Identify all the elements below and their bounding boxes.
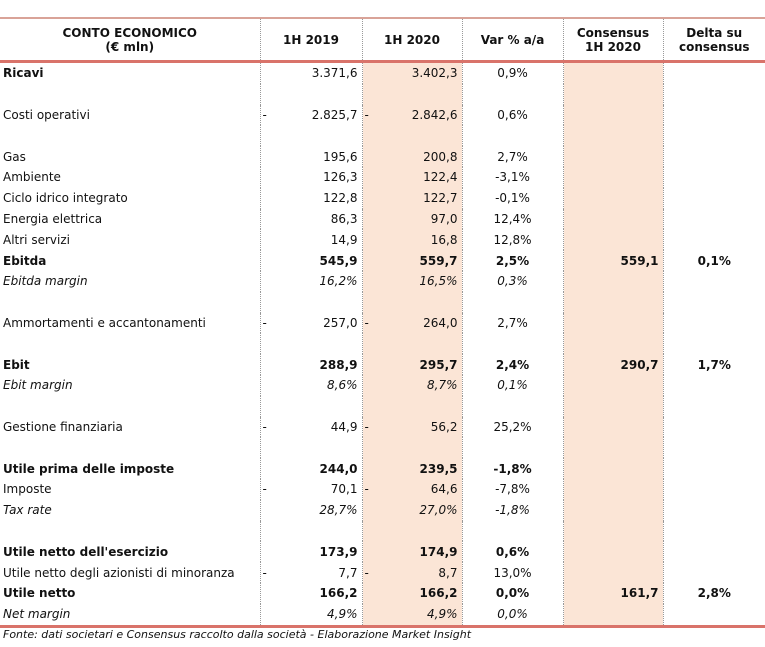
negative-sign: - (262, 482, 267, 497)
negative-sign: - (364, 419, 369, 434)
value-var-value: 25,2% (493, 419, 532, 434)
table-row (0, 250, 765, 271)
value-1h2019-value: 8,6% (327, 378, 358, 393)
value-1h2020 (362, 84, 462, 105)
value-1h2019-value: 545,9 (319, 253, 358, 268)
value-var (462, 84, 563, 105)
value-var-value: 0,9% (497, 66, 528, 81)
value-1h2020 (362, 188, 462, 209)
negative-sign: - (262, 419, 267, 434)
value-1h2019-value: 257,0 (323, 315, 358, 330)
value-delta (663, 84, 765, 105)
row-label (0, 521, 260, 542)
value-delta (663, 604, 765, 626)
row-label-value: Energia elettrica (3, 211, 103, 226)
row-label-value: Ebit (3, 357, 30, 372)
value-var-value: -7,8% (495, 482, 530, 497)
value-1h2019 (260, 437, 362, 458)
value-var-value: 0,3% (497, 274, 528, 289)
value-consensus (563, 84, 663, 105)
value-consensus (563, 417, 663, 438)
value-consensus (563, 292, 663, 313)
value-delta (663, 333, 765, 354)
row-label-value: Utile netto degli azionisti di minoranza (3, 565, 235, 580)
row-label-value: Ambiente (3, 170, 61, 185)
value-consensus (563, 458, 663, 479)
row-label (0, 188, 260, 209)
value-1h2020 (362, 541, 462, 562)
row-label-value: Ricavi (3, 66, 44, 81)
negative-sign: - (262, 565, 267, 580)
value-var (462, 521, 563, 542)
value-var-value: 2,5% (495, 253, 530, 268)
value-1h2019-value: 3.371,6 (311, 66, 358, 81)
value-var (462, 396, 563, 417)
row-label-value: Gas (3, 149, 26, 164)
value-consensus (563, 146, 663, 167)
row-label (0, 562, 260, 583)
value-1h2020-value: 27,0% (419, 503, 458, 518)
value-consensus (563, 604, 663, 626)
row-label (0, 437, 260, 458)
value-var (462, 604, 563, 626)
table-row (0, 417, 765, 438)
negative-sign: - (364, 315, 369, 330)
table-row (0, 583, 765, 604)
negative-sign: - (364, 565, 369, 580)
value-1h2020-value: 97,0 (430, 211, 458, 226)
value-delta (663, 146, 765, 167)
value-1h2019-value: 244,0 (319, 461, 358, 476)
source-note: Fonte: dati societari e Consensus raccolto dalla società - Elaborazione Market Insight (3, 628, 472, 641)
value-var-value: 0,0% (497, 607, 528, 622)
value-1h2020 (362, 146, 462, 167)
value-1h2019-value: 195,6 (323, 149, 358, 164)
row-label (0, 375, 260, 396)
value-delta (663, 583, 765, 604)
value-consensus (563, 354, 663, 375)
row-label (0, 292, 260, 313)
value-1h2019 (260, 292, 362, 313)
row-label (0, 84, 260, 105)
table-row (0, 396, 765, 417)
value-delta (663, 125, 765, 146)
row-label (0, 583, 260, 604)
value-1h2019-value: 288,9 (319, 357, 358, 372)
value-consensus (563, 521, 663, 542)
row-label-value: Altri servizi (3, 232, 70, 247)
row-label-value: Ciclo idrico integrato (3, 191, 128, 206)
table-row (0, 521, 765, 542)
value-consensus (563, 479, 663, 500)
value-delta (663, 209, 765, 230)
value-1h2019 (260, 84, 362, 105)
value-delta (663, 479, 765, 500)
value-consensus (563, 62, 663, 84)
header-consensus: Consensus 1H 2020 (563, 18, 663, 62)
value-1h2020 (362, 458, 462, 479)
table-row (0, 125, 765, 146)
row-label-value: Ebitda (3, 253, 47, 268)
row-label-value: Net margin (3, 607, 71, 622)
table-row (0, 209, 765, 230)
row-label-value: Ammortamenti e accantonamenti (3, 315, 206, 330)
value-1h2020 (362, 62, 462, 84)
table-row (0, 354, 765, 375)
row-label (0, 62, 260, 84)
value-1h2020-value: 122,7 (423, 191, 458, 206)
row-label (0, 417, 260, 438)
value-1h2020-value: 16,5% (419, 274, 458, 289)
value-delta (663, 417, 765, 438)
value-consensus (563, 229, 663, 250)
table-row (0, 437, 765, 458)
value-1h2020 (362, 125, 462, 146)
value-var-value: -1,8% (493, 461, 532, 476)
value-consensus (563, 188, 663, 209)
table-row (0, 313, 765, 334)
row-label (0, 125, 260, 146)
table-row (0, 188, 765, 209)
value-1h2019 (260, 354, 362, 375)
value-var (462, 125, 563, 146)
value-delta-value: 0,1% (697, 253, 731, 268)
value-1h2020-value: 4,9% (427, 607, 458, 622)
value-1h2020 (362, 292, 462, 313)
value-1h2020-value: 3.402,3 (411, 66, 458, 81)
value-delta (663, 167, 765, 188)
row-label-value: Costi operativi (3, 107, 90, 122)
value-1h2020-value: 8,7% (427, 378, 458, 393)
value-1h2019 (260, 375, 362, 396)
value-delta (663, 105, 765, 126)
value-var (462, 458, 563, 479)
table-row (0, 271, 765, 292)
value-var (462, 417, 563, 438)
value-1h2020 (362, 417, 462, 438)
value-1h2019 (260, 250, 362, 271)
value-1h2020-value: 295,7 (419, 357, 458, 372)
value-1h2019-value: 166,2 (319, 586, 358, 601)
value-1h2020-value: 122,4 (423, 170, 458, 185)
value-1h2019 (260, 271, 362, 292)
row-label (0, 229, 260, 250)
header-label: CONTO ECONOMICO (€ mln) (0, 18, 260, 62)
value-1h2019 (260, 604, 362, 626)
value-1h2020 (362, 479, 462, 500)
row-label (0, 271, 260, 292)
value-1h2019 (260, 396, 362, 417)
value-consensus (563, 209, 663, 230)
value-consensus (563, 583, 663, 604)
value-1h2019-value: 70,1 (330, 482, 358, 497)
value-1h2019 (260, 500, 362, 521)
value-1h2019 (260, 541, 362, 562)
negative-sign: - (262, 315, 267, 330)
value-1h2019 (260, 417, 362, 438)
row-label (0, 354, 260, 375)
value-1h2020-value: 2.842,6 (411, 107, 458, 122)
value-1h2020 (362, 604, 462, 626)
value-delta (663, 313, 765, 334)
table-row (0, 105, 765, 126)
row-label-value: Utile netto dell'esercizio (3, 544, 169, 559)
value-1h2020-value: 166,2 (419, 586, 458, 601)
value-1h2020 (362, 396, 462, 417)
value-1h2020 (362, 167, 462, 188)
value-var-value: 2,4% (495, 357, 530, 372)
value-consensus (563, 125, 663, 146)
value-consensus (563, 167, 663, 188)
value-1h2020 (362, 313, 462, 334)
value-var-value: -0,1% (495, 191, 530, 206)
value-consensus (563, 562, 663, 583)
value-1h2019 (260, 458, 362, 479)
row-label-value: Ebitda margin (3, 274, 88, 289)
value-consensus (563, 333, 663, 354)
income-statement-table (0, 17, 765, 628)
row-label-value: Utile netto (3, 586, 76, 601)
value-1h2019 (260, 105, 362, 126)
row-label (0, 458, 260, 479)
value-1h2020 (362, 333, 462, 354)
value-1h2019-value: 173,9 (319, 544, 358, 559)
value-var (462, 62, 563, 84)
negative-sign: - (364, 107, 369, 122)
value-var (462, 146, 563, 167)
value-delta (663, 375, 765, 396)
value-consensus (563, 313, 663, 334)
value-var-value: 2,7% (497, 149, 528, 164)
value-1h2020 (362, 229, 462, 250)
value-1h2020 (362, 271, 462, 292)
value-var-value: 0,6% (495, 544, 530, 559)
row-label (0, 313, 260, 334)
table-row (0, 479, 765, 500)
value-1h2019-value: 7,7 (338, 565, 358, 580)
value-var (462, 167, 563, 188)
value-1h2019 (260, 479, 362, 500)
value-var (462, 292, 563, 313)
value-1h2019-value: 86,3 (330, 211, 358, 226)
value-var-value: -1,8% (495, 503, 530, 518)
value-delta (663, 188, 765, 209)
value-1h2019 (260, 313, 362, 334)
value-1h2020 (362, 500, 462, 521)
value-1h2020 (362, 375, 462, 396)
row-label (0, 250, 260, 271)
value-var (462, 271, 563, 292)
value-1h2019 (260, 188, 362, 209)
value-1h2020 (362, 250, 462, 271)
row-label-value: Gestione finanziaria (3, 419, 123, 434)
value-consensus-value: 161,7 (620, 586, 659, 601)
value-var-value: 12,8% (493, 232, 532, 247)
value-var-value: -3,1% (495, 170, 530, 185)
value-consensus-value: 559,1 (620, 253, 659, 268)
table-row (0, 146, 765, 167)
value-delta-value: 2,8% (697, 586, 731, 601)
value-1h2020-value: 174,9 (419, 544, 458, 559)
table-row (0, 458, 765, 479)
value-var-value: 2,7% (497, 315, 528, 330)
row-label (0, 500, 260, 521)
value-1h2020-value: 8,7 (438, 565, 458, 580)
value-var (462, 500, 563, 521)
value-1h2019-value: 28,7% (319, 503, 358, 518)
value-1h2019 (260, 562, 362, 583)
value-1h2019-value: 122,8 (323, 191, 358, 206)
row-label (0, 333, 260, 354)
table-row (0, 333, 765, 354)
value-1h2019-value: 44,9 (330, 419, 358, 434)
header-1h2019: 1H 2019 (260, 18, 362, 62)
value-delta-value: 1,7% (697, 357, 731, 372)
value-1h2020 (362, 583, 462, 604)
row-label (0, 604, 260, 626)
value-1h2020-value: 64,6 (430, 482, 458, 497)
value-var-value: 12,4% (493, 211, 532, 226)
value-1h2020-value: 264,0 (423, 315, 458, 330)
value-1h2019-value: 16,2% (319, 274, 358, 289)
value-delta (663, 229, 765, 250)
value-consensus (563, 541, 663, 562)
value-1h2019 (260, 209, 362, 230)
row-label-value: Utile prima delle imposte (3, 461, 175, 476)
value-var (462, 479, 563, 500)
negative-sign: - (262, 107, 267, 122)
value-1h2019 (260, 521, 362, 542)
table-row (0, 62, 765, 84)
value-1h2020 (362, 354, 462, 375)
value-delta (663, 354, 765, 375)
value-var (462, 105, 563, 126)
table-row (0, 562, 765, 583)
value-delta (663, 437, 765, 458)
value-consensus (563, 271, 663, 292)
value-delta (663, 541, 765, 562)
value-1h2020-value: 239,5 (419, 461, 458, 476)
value-1h2020 (362, 437, 462, 458)
value-delta (663, 458, 765, 479)
value-1h2019 (260, 583, 362, 604)
value-1h2019 (260, 333, 362, 354)
value-var (462, 437, 563, 458)
row-label (0, 396, 260, 417)
value-var-value: 13,0% (493, 565, 532, 580)
table-row (0, 84, 765, 105)
value-1h2019 (260, 229, 362, 250)
value-1h2020 (362, 105, 462, 126)
value-1h2020-value: 16,8 (430, 232, 458, 247)
value-1h2019-value: 14,9 (330, 232, 358, 247)
row-label (0, 146, 260, 167)
row-label-value: Ebit margin (3, 378, 73, 393)
value-1h2019 (260, 62, 362, 84)
value-1h2019 (260, 125, 362, 146)
value-var-value: 0,6% (497, 107, 528, 122)
value-delta (663, 62, 765, 84)
row-label-value: Tax rate (3, 503, 52, 518)
negative-sign: - (364, 482, 369, 497)
value-consensus (563, 500, 663, 521)
value-1h2020-value: 56,2 (430, 419, 458, 434)
value-consensus (563, 375, 663, 396)
value-var (462, 333, 563, 354)
value-consensus-value: 290,7 (620, 357, 659, 372)
table-row (0, 229, 765, 250)
value-var (462, 354, 563, 375)
value-1h2020-value: 559,7 (419, 253, 458, 268)
row-label (0, 209, 260, 230)
value-var (462, 188, 563, 209)
value-delta (663, 292, 765, 313)
value-1h2019 (260, 146, 362, 167)
value-consensus (563, 437, 663, 458)
value-1h2019-value: 2.825,7 (311, 107, 358, 122)
value-1h2020 (362, 521, 462, 542)
value-var (462, 541, 563, 562)
value-var-value: 0,1% (497, 378, 528, 393)
row-label-value: Imposte (3, 482, 52, 497)
value-delta (663, 250, 765, 271)
value-delta (663, 562, 765, 583)
header-var: Var % a/a (462, 18, 563, 62)
value-1h2020-value: 200,8 (423, 149, 458, 164)
value-delta (663, 396, 765, 417)
value-1h2019-value: 126,3 (323, 170, 358, 185)
value-var (462, 250, 563, 271)
value-var (462, 583, 563, 604)
value-var-value: 0,0% (495, 586, 530, 601)
header-1h2020: 1H 2020 (362, 18, 462, 62)
header-delta: Delta su consensus (663, 18, 765, 62)
value-1h2020 (362, 209, 462, 230)
value-consensus (563, 105, 663, 126)
table-row (0, 541, 765, 562)
row-label (0, 541, 260, 562)
table-row (0, 292, 765, 313)
value-1h2020 (362, 562, 462, 583)
table-row (0, 604, 765, 626)
header-row (0, 18, 765, 62)
row-label (0, 479, 260, 500)
value-var (462, 229, 563, 250)
table-row (0, 500, 765, 521)
value-var (462, 313, 563, 334)
value-1h2019-value: 4,9% (327, 607, 358, 622)
value-delta (663, 271, 765, 292)
row-label (0, 105, 260, 126)
value-var (462, 562, 563, 583)
value-1h2019 (260, 167, 362, 188)
table-row (0, 375, 765, 396)
value-delta (663, 521, 765, 542)
value-delta (663, 500, 765, 521)
value-consensus (563, 396, 663, 417)
value-var (462, 209, 563, 230)
table-row (0, 167, 765, 188)
row-label (0, 167, 260, 188)
value-consensus (563, 250, 663, 271)
value-var (462, 375, 563, 396)
